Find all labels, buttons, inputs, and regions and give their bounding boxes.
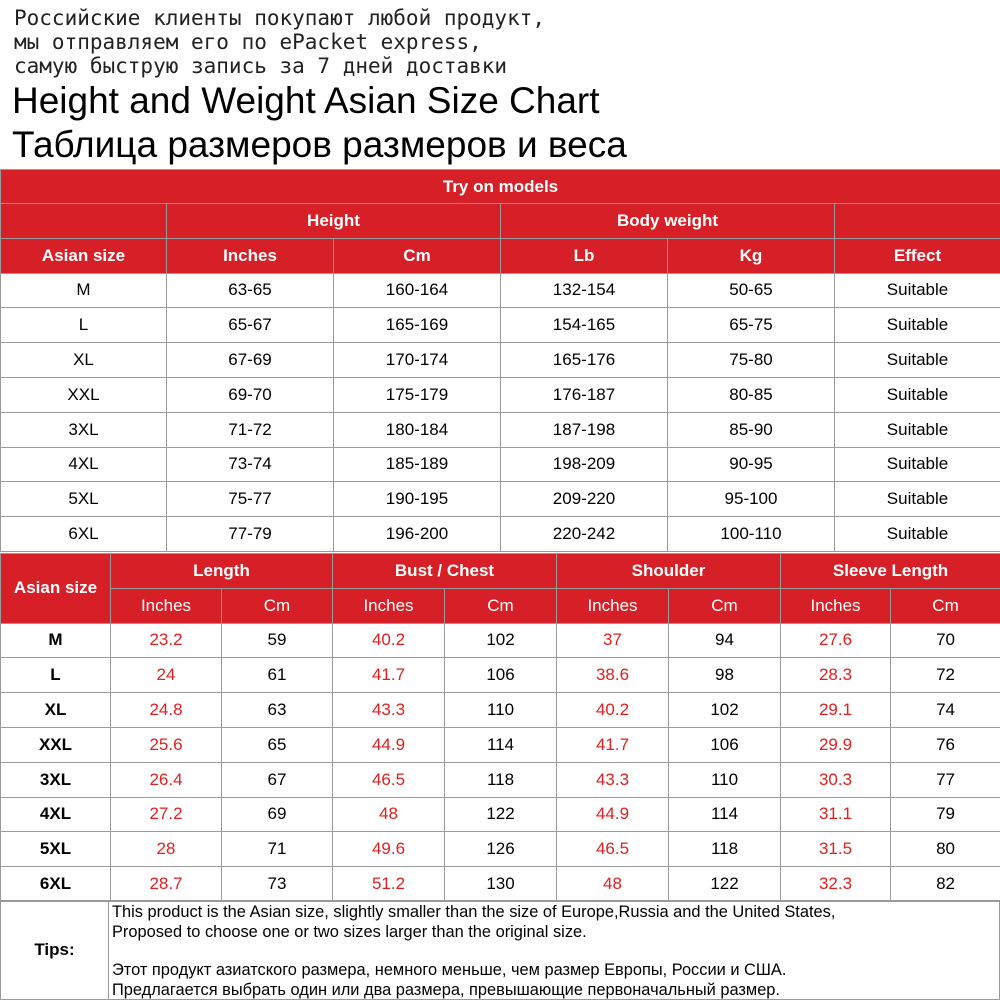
unit-cm-header: Cm xyxy=(891,588,1000,623)
table-cell: 80-85 xyxy=(668,377,835,412)
size-cell: L xyxy=(1,658,111,693)
inches-value-cell: 28.3 xyxy=(781,658,891,693)
table-row xyxy=(1,623,1000,658)
body-weight-group-header: Body weight xyxy=(501,204,835,239)
tips-box xyxy=(0,900,1000,1000)
tips-russian-line: Этот продукт азиатского размера, немного меньше, чем размер Европы, России и США. xyxy=(112,961,787,979)
table-row xyxy=(1,832,1000,867)
cm-value-cell: 122 xyxy=(445,797,557,832)
cm-value-cell: 118 xyxy=(669,832,781,867)
cm-value-cell: 114 xyxy=(445,727,557,762)
inches-value-cell: 24 xyxy=(111,658,222,693)
tips-label: Tips: xyxy=(1,901,109,999)
length-group-header: Length xyxy=(111,554,333,589)
table-cell: 185-189 xyxy=(334,447,501,482)
inches-value-cell: 23.2 xyxy=(111,623,222,658)
size-cell: 6XL xyxy=(1,517,167,552)
table-cell: 170-174 xyxy=(334,343,501,378)
size-cell: XXL xyxy=(1,377,167,412)
table-row xyxy=(1,447,1000,482)
inches-value-cell: 43.3 xyxy=(557,762,669,797)
unit-inches-header: Inches xyxy=(333,588,445,623)
unit-inches-header: Inches xyxy=(781,588,891,623)
size-cell: 3XL xyxy=(1,762,111,797)
inches-value-cell: 44.9 xyxy=(557,797,669,832)
cm-value-cell: 77 xyxy=(891,762,1000,797)
table-row xyxy=(1,693,1000,728)
table-cell: Suitable xyxy=(835,447,1000,482)
height-group-header: Height xyxy=(167,204,501,239)
table-cell: 176-187 xyxy=(501,377,668,412)
size-cell: XL xyxy=(1,693,111,728)
size-cell: 5XL xyxy=(1,832,111,867)
table-cell: 190-195 xyxy=(334,482,501,517)
table-cell: 100-110 xyxy=(668,517,835,552)
inches-value-cell: 43.3 xyxy=(333,693,445,728)
empty-header-cell xyxy=(835,204,1000,239)
inches-value-cell: 46.5 xyxy=(333,762,445,797)
cm-value-cell: 63 xyxy=(222,693,333,728)
inches-value-cell: 31.1 xyxy=(781,797,891,832)
cm-value-cell: 61 xyxy=(222,658,333,693)
size-cell: 3XL xyxy=(1,412,167,447)
table-cell: 85-90 xyxy=(668,412,835,447)
inches-value-cell: 44.9 xyxy=(333,727,445,762)
table-cell: 198-209 xyxy=(501,447,668,482)
cm-value-cell: 94 xyxy=(669,623,781,658)
cm-value-cell: 80 xyxy=(891,832,1000,867)
size-cell: L xyxy=(1,308,167,343)
inches-value-cell: 28 xyxy=(111,832,222,867)
inches-value-cell: 26.4 xyxy=(111,762,222,797)
inches-value-cell: 27.2 xyxy=(111,797,222,832)
unit-cm-header: Cm xyxy=(669,588,781,623)
size-cell: 4XL xyxy=(1,797,111,832)
table-cell: 175-179 xyxy=(334,377,501,412)
column-header: Kg xyxy=(668,238,835,273)
size-cell: 5XL xyxy=(1,482,167,517)
tips-english-line: This product is the Asian size, slightly smaller than the size of Europe,Russia and the United States, xyxy=(112,903,836,921)
table-cell: 160-164 xyxy=(334,273,501,308)
table-cell: 65-75 xyxy=(668,308,835,343)
cm-value-cell: 67 xyxy=(222,762,333,797)
inches-value-cell: 46.5 xyxy=(557,832,669,867)
table-cell: Suitable xyxy=(835,412,1000,447)
bust-chest-group-header: Bust / Chest xyxy=(333,554,557,589)
size-cell: 4XL xyxy=(1,447,167,482)
inches-value-cell: 32.3 xyxy=(781,867,891,902)
cm-value-cell: 65 xyxy=(222,727,333,762)
size-cell: XL xyxy=(1,343,167,378)
table-cell: 77-79 xyxy=(167,517,334,552)
unit-inches-header: Inches xyxy=(111,588,222,623)
table-cell: 50-65 xyxy=(668,273,835,308)
table-cell: 75-77 xyxy=(167,482,334,517)
column-header: Cm xyxy=(334,238,501,273)
table-row xyxy=(1,377,1000,412)
table-cell: Suitable xyxy=(835,308,1000,343)
inches-value-cell: 29.1 xyxy=(781,693,891,728)
inches-value-cell: 51.2 xyxy=(333,867,445,902)
inches-value-cell: 37 xyxy=(557,623,669,658)
cm-value-cell: 76 xyxy=(891,727,1000,762)
asian-size-header: Asian size xyxy=(1,554,111,624)
table-row xyxy=(1,482,1000,517)
promo-line: самую быструю запись за 7 дней доставки xyxy=(14,54,508,78)
unit-inches-header: Inches xyxy=(557,588,669,623)
table-cell: 220-242 xyxy=(501,517,668,552)
column-header: Effect xyxy=(835,238,1000,273)
table-cell: Suitable xyxy=(835,517,1000,552)
table-cell: 180-184 xyxy=(334,412,501,447)
column-header: Lb xyxy=(501,238,668,273)
cm-value-cell: 69 xyxy=(222,797,333,832)
inches-value-cell: 38.6 xyxy=(557,658,669,693)
cm-value-cell: 114 xyxy=(669,797,781,832)
table-cell: 196-200 xyxy=(334,517,501,552)
unit-cm-header: Cm xyxy=(222,588,333,623)
table-row xyxy=(1,273,1000,308)
cm-value-cell: 98 xyxy=(669,658,781,693)
cm-value-cell: 102 xyxy=(445,623,557,658)
promo-line: Российские клиенты покупают любой продукт, xyxy=(14,6,546,30)
cm-value-cell: 70 xyxy=(891,623,1000,658)
garment-measurements-table xyxy=(0,553,1000,902)
cm-value-cell: 126 xyxy=(445,832,557,867)
cm-value-cell: 110 xyxy=(445,693,557,728)
table-cell: Suitable xyxy=(835,482,1000,517)
column-header: Asian size xyxy=(1,238,167,273)
table-cell: 95-100 xyxy=(668,482,835,517)
sleeve-length-group-header: Sleeve Length xyxy=(781,554,1000,589)
table-cell: 69-70 xyxy=(167,377,334,412)
empty-header-cell xyxy=(1,204,167,239)
unit-cm-header: Cm xyxy=(445,588,557,623)
table-cell: 75-80 xyxy=(668,343,835,378)
table-cell: 67-69 xyxy=(167,343,334,378)
table-row xyxy=(1,762,1000,797)
tips-english-line: Proposed to choose one or two sizes larger than the original size. xyxy=(112,922,587,941)
table-cell: 63-65 xyxy=(167,273,334,308)
cm-value-cell: 73 xyxy=(222,867,333,902)
size-cell: XXL xyxy=(1,727,111,762)
promo-line: мы отправляем его по ePacket express, xyxy=(14,30,482,54)
cm-value-cell: 71 xyxy=(222,832,333,867)
title-english: Height and Weight Asian Size Chart xyxy=(12,80,600,121)
table-row xyxy=(1,517,1000,552)
cm-value-cell: 74 xyxy=(891,693,1000,728)
inches-value-cell: 27.6 xyxy=(781,623,891,658)
cm-value-cell: 59 xyxy=(222,623,333,658)
table-row xyxy=(1,343,1000,378)
table-row xyxy=(1,658,1000,693)
table-cell: 187-198 xyxy=(501,412,668,447)
table-cell: 209-220 xyxy=(501,482,668,517)
inches-value-cell: 41.7 xyxy=(557,727,669,762)
shoulder-group-header: Shoulder xyxy=(557,554,781,589)
tips-russian-line: Предлагается выбрать один или два размера, превышающие первоначальный размер. xyxy=(112,980,780,999)
size-cell: M xyxy=(1,623,111,658)
inches-value-cell: 30.3 xyxy=(781,762,891,797)
table-cell: 154-165 xyxy=(501,308,668,343)
table-cell: 165-176 xyxy=(501,343,668,378)
table-cell: Suitable xyxy=(835,377,1000,412)
inches-value-cell: 28.7 xyxy=(111,867,222,902)
tips-text xyxy=(112,903,998,1000)
cm-value-cell: 106 xyxy=(445,658,557,693)
table-row xyxy=(1,412,1000,447)
table-row xyxy=(1,308,1000,343)
inches-value-cell: 49.6 xyxy=(333,832,445,867)
cm-value-cell: 110 xyxy=(669,762,781,797)
size-cell: 6XL xyxy=(1,867,111,902)
inches-value-cell: 40.2 xyxy=(333,623,445,658)
table-cell: 71-72 xyxy=(167,412,334,447)
cm-value-cell: 122 xyxy=(669,867,781,902)
cm-value-cell: 79 xyxy=(891,797,1000,832)
table-row xyxy=(1,727,1000,762)
inches-value-cell: 29.9 xyxy=(781,727,891,762)
promo-text xyxy=(14,6,994,78)
inches-value-cell: 40.2 xyxy=(557,693,669,728)
inches-value-cell: 31.5 xyxy=(781,832,891,867)
table-row xyxy=(1,867,1000,902)
cm-value-cell: 130 xyxy=(445,867,557,902)
inches-value-cell: 25.6 xyxy=(111,727,222,762)
cm-value-cell: 118 xyxy=(445,762,557,797)
cm-value-cell: 102 xyxy=(669,693,781,728)
table-cell: 73-74 xyxy=(167,447,334,482)
height-weight-table xyxy=(0,169,1000,552)
cm-value-cell: 106 xyxy=(669,727,781,762)
column-header: Inches xyxy=(167,238,334,273)
inches-value-cell: 48 xyxy=(557,867,669,902)
try-on-models-banner: Try on models xyxy=(1,170,1000,204)
inches-value-cell: 24.8 xyxy=(111,693,222,728)
cm-value-cell: 82 xyxy=(891,867,1000,902)
table-cell: Suitable xyxy=(835,273,1000,308)
title-russian: Таблица размеров размеров и веса xyxy=(12,124,627,165)
inches-value-cell: 41.7 xyxy=(333,658,445,693)
table-cell: 90-95 xyxy=(668,447,835,482)
cm-value-cell: 72 xyxy=(891,658,1000,693)
table-cell: Suitable xyxy=(835,343,1000,378)
table-row xyxy=(1,797,1000,832)
table-cell: 65-67 xyxy=(167,308,334,343)
size-cell: M xyxy=(1,273,167,308)
table-cell: 165-169 xyxy=(334,308,501,343)
inches-value-cell: 48 xyxy=(333,797,445,832)
table-cell: 132-154 xyxy=(501,273,668,308)
